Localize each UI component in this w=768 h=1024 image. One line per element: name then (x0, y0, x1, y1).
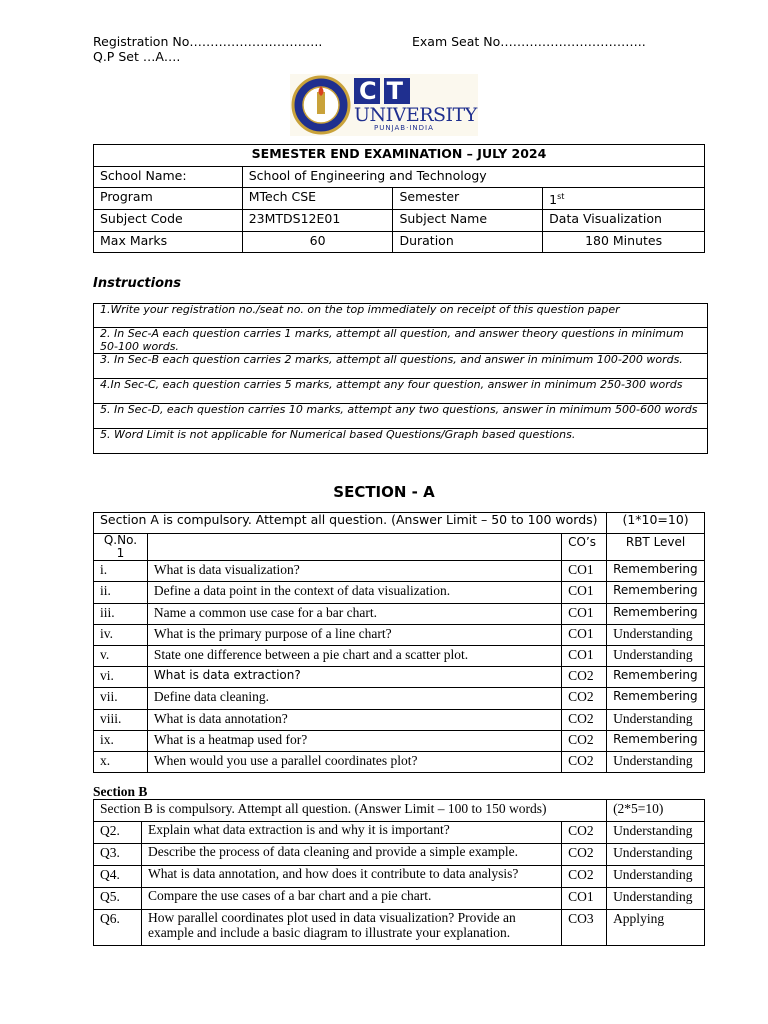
question-number: iii. (94, 603, 148, 624)
semester-suffix: st (557, 192, 565, 201)
question-text: What is data visualization? (147, 561, 561, 582)
question-text: What is the primary purpose of a line chart? (147, 624, 561, 645)
subject-code-value: 23MTDS12E01 (242, 210, 393, 232)
rbt-level: Remembering (607, 582, 705, 603)
rbt-level: Remembering (607, 667, 705, 688)
rbt-level: Understanding (607, 751, 705, 772)
section-a-row (94, 582, 705, 603)
question-number: Q4. (94, 866, 142, 888)
section-b-row (94, 866, 705, 888)
section-a-row (94, 709, 705, 730)
question-number: i. (94, 561, 148, 582)
question-number: Q5. (94, 888, 142, 910)
question-number: viii. (94, 709, 148, 730)
question-number: ix. (94, 730, 148, 751)
semester-value (543, 188, 705, 210)
school-label: School Name: (94, 166, 243, 188)
course-outcome: CO2 (562, 844, 607, 866)
question-text: Name a common use case for a bar chart. (147, 603, 561, 624)
instructions-table (93, 303, 708, 454)
question-text: What is data extraction? (147, 667, 561, 688)
rbt-level: Understanding (607, 645, 705, 666)
section-b-table (93, 799, 705, 946)
question-text: Compare the use cases of a bar chart and a pie chart. (141, 888, 561, 910)
course-outcome: CO2 (562, 709, 607, 730)
question-number: iv. (94, 624, 148, 645)
question-text: Explain what data extraction is and why it is important? (141, 822, 561, 844)
section-a-row (94, 603, 705, 624)
question-text: When would you use a parallel coordinates plot? (147, 751, 561, 772)
course-outcome: CO1 (562, 888, 607, 910)
course-outcome: CO2 (562, 667, 607, 688)
rbt-level: Understanding (607, 709, 705, 730)
course-outcome: CO2 (562, 822, 607, 844)
question-text: How parallel coordinates plot used in data visualization? Provide an example and include a basic diagram to illustrate your explanation. (141, 910, 561, 946)
logo-tagline: PUNJAB·INDIA (374, 124, 434, 132)
rbt-level: Understanding (607, 624, 705, 645)
section-a-intro: Section A is compulsory. Attempt all question. (Answer Limit – 50 to 100 words) (94, 513, 607, 534)
logo-brand-sub: UNIVERSITY (354, 104, 477, 126)
col-qno-header: Q.No. 1 (94, 534, 148, 561)
exam-seat-no-line: Exam Seat No…………………………….. (412, 34, 646, 49)
question-number: x. (94, 751, 148, 772)
course-outcome: CO1 (562, 624, 607, 645)
logo-brand: CT (359, 77, 413, 105)
question-number: vi. (94, 667, 148, 688)
rbt-level: Remembering (607, 688, 705, 709)
rbt-level: Understanding (607, 888, 705, 910)
university-logo (290, 74, 478, 136)
col-cos-header: CO’s (562, 534, 607, 561)
section-a-table (93, 512, 705, 773)
section-b-intro: Section B is compulsory. Attempt all question. (Answer Limit – 100 to 150 words) (94, 800, 607, 822)
course-outcome: CO2 (562, 751, 607, 772)
section-a-marks: (1*10=10) (607, 513, 705, 534)
question-text: Define data cleaning. (147, 688, 561, 709)
section-b-row (94, 822, 705, 844)
semester-label: Semester (393, 188, 543, 210)
section-a-row (94, 667, 705, 688)
instruction-item: 1.Write your registration no./seat no. on the top immediately on receipt of this question paper (94, 304, 708, 328)
question-number: ii. (94, 582, 148, 603)
col-question-header (147, 534, 561, 561)
rbt-level: Understanding (607, 822, 705, 844)
subject-code-label: Subject Code (94, 210, 243, 232)
rbt-level: Remembering (607, 561, 705, 582)
semester-number: 1 (549, 192, 558, 208)
question-text: What is a heatmap used for? (147, 730, 561, 751)
question-number: Q6. (94, 910, 142, 946)
rbt-level: Understanding (607, 844, 705, 866)
max-marks-value: 60 (242, 231, 393, 253)
registration-no-line: Registration No………………………….. (93, 34, 323, 49)
instruction-item: 5. In Sec-D, each question carries 10 marks, attempt any two questions, answer in minimum 500-600 words (94, 404, 708, 429)
subject-name-value: Data Visualization (543, 210, 705, 232)
section-b-marks: (2*5=10) (607, 800, 705, 822)
course-outcome: CO3 (562, 910, 607, 946)
question-text: Describe the process of data cleaning and provide a simple example. (141, 844, 561, 866)
question-text: Define a data point in the context of data visualization. (147, 582, 561, 603)
rbt-level: Applying (607, 910, 705, 946)
course-outcome: CO1 (562, 603, 607, 624)
col-rbt-header: RBT Level (607, 534, 705, 561)
course-outcome: CO1 (562, 561, 607, 582)
section-a-row (94, 751, 705, 772)
section-b-row (94, 910, 705, 946)
program-label: Program (94, 188, 243, 210)
instructions-heading: Instructions (93, 276, 182, 291)
question-number: vii. (94, 688, 148, 709)
section-a-title: SECTION - A (333, 483, 435, 501)
qp-set-line: Q.P Set …A…. (93, 49, 181, 64)
course-outcome: CO2 (562, 866, 607, 888)
course-outcome: CO2 (562, 688, 607, 709)
duration-label: Duration (393, 231, 543, 253)
section-b-row (94, 888, 705, 910)
rbt-level: Remembering (607, 603, 705, 624)
course-outcome: CO1 (562, 645, 607, 666)
section-b-title: Section B (93, 784, 148, 799)
question-text: What is data annotation? (147, 709, 561, 730)
instruction-item: 5. Word Limit is not applicable for Numerical based Questions/Graph based questions. (94, 429, 708, 454)
question-number: v. (94, 645, 148, 666)
max-marks-label: Max Marks (94, 231, 243, 253)
rbt-level: Remembering (607, 730, 705, 751)
section-a-row (94, 645, 705, 666)
section-a-row (94, 688, 705, 709)
instruction-item: 4.In Sec-C, each question carries 5 marks, attempt any four question, answer in minimum 250-300 words (94, 379, 708, 404)
question-number: Q3. (94, 844, 142, 866)
program-value: MTech CSE (242, 188, 393, 210)
section-a-row (94, 730, 705, 751)
question-text: What is data annotation, and how does it contribute to data analysis? (141, 866, 561, 888)
question-number: Q2. (94, 822, 142, 844)
exam-info-table (93, 144, 705, 253)
section-a-row (94, 561, 705, 582)
exam-title: SEMESTER END EXAMINATION – JULY 2024 (94, 145, 705, 167)
course-outcome: CO1 (562, 582, 607, 603)
school-value: School of Engineering and Technology (242, 166, 704, 188)
section-b-row (94, 844, 705, 866)
subject-name-label: Subject Name (393, 210, 543, 232)
course-outcome: CO2 (562, 730, 607, 751)
rbt-level: Understanding (607, 866, 705, 888)
duration-value: 180 Minutes (543, 231, 705, 253)
instruction-item: 2. In Sec-A each question carries 1 marks, attempt all question, and answer theory questions in minimum 50-100 words. (94, 328, 708, 354)
question-text: State one difference between a pie chart and a scatter plot. (147, 645, 561, 666)
section-a-row (94, 624, 705, 645)
instruction-item: 3. In Sec-B each question carries 2 marks, attempt all questions, and answer in minimum 100-200 words. (94, 354, 708, 379)
